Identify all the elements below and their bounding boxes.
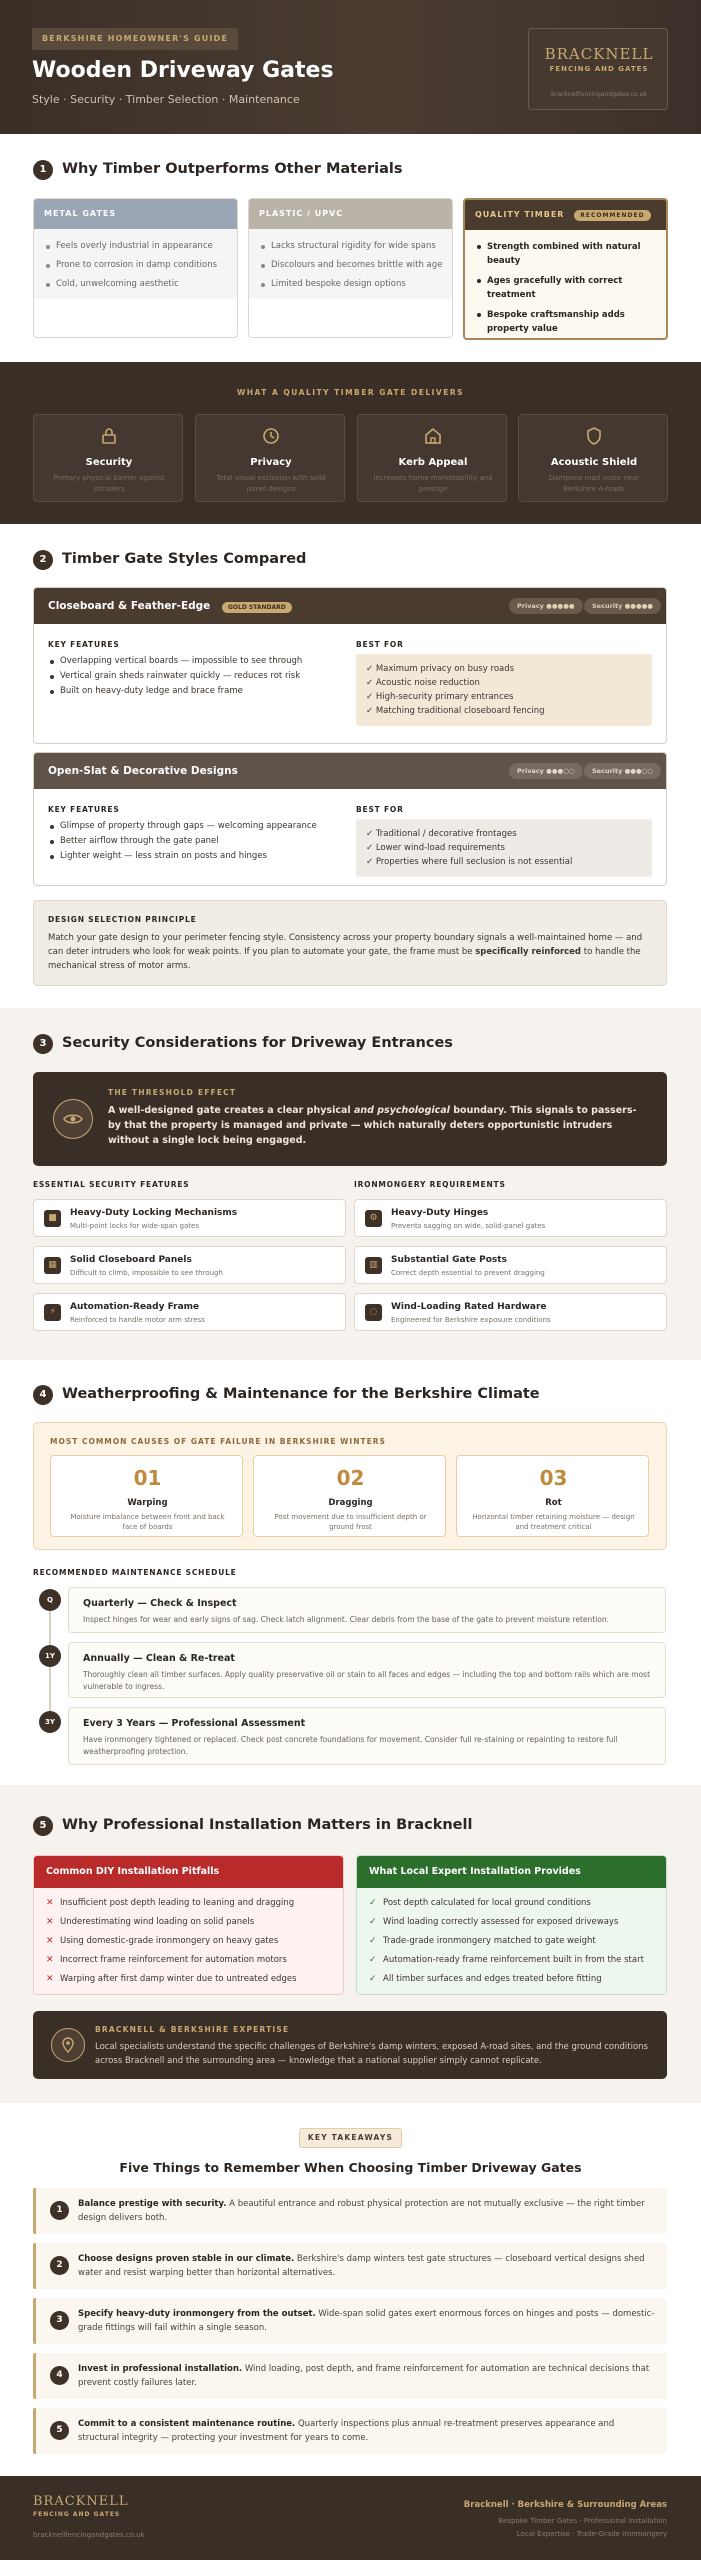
key-features-label: KEY FEATURES bbox=[48, 640, 120, 649]
schedule-dot: Q bbox=[39, 1589, 61, 1611]
footer-region: Bracknell · Berkshire & Surrounding Areas bbox=[463, 2500, 667, 2510]
list-item: Glimpse of property through gaps — welcoming appearance bbox=[48, 819, 348, 834]
ironmongery-desc: Engineered for Berkshire exposure conditions bbox=[391, 1316, 551, 1324]
takeaway-body: Berkshire's damp winters test gate structures — closeboard vertical designs shed water and resist warping better than horizontal alternatives. bbox=[78, 2254, 645, 2278]
principle-text-a: Match your gate design to your perimeter fencing style. Consistency across your property boundary signals a well-maintained home — and can deter intruders who look for weak points. If you plan to automate your gate, the frame must be bbox=[48, 933, 643, 957]
footer-logo-name[interactable]: BRACKNELL bbox=[33, 2494, 129, 2509]
cause-number: 03 bbox=[539, 1466, 568, 1490]
style-name: Open-Slat & Decorative Designs bbox=[48, 765, 238, 777]
logo-tag: FENCING AND GATES bbox=[549, 65, 649, 73]
check-icon: ✓ bbox=[369, 1955, 377, 1965]
check-icon: ✓ bbox=[369, 1974, 377, 1984]
takeaway-number: 5 bbox=[50, 2421, 69, 2440]
footer-url[interactable]: bracknellfencingandgates.co.uk bbox=[33, 2531, 145, 2539]
key-features-list bbox=[48, 819, 348, 864]
principle-text-b: specifically reinforced bbox=[475, 947, 582, 957]
takeaway-bold: Choose designs proven stable in our climate. bbox=[78, 2254, 295, 2264]
cause-title: Rot bbox=[545, 1498, 562, 1508]
takeaway-item bbox=[33, 2188, 667, 2234]
section-title: Timber Gate Styles Compared bbox=[62, 551, 307, 567]
cause-desc: Post movement due to insufficient depth or ground frost bbox=[274, 1513, 427, 1531]
principle-title: DESIGN SELECTION PRINCIPLE bbox=[48, 915, 197, 924]
pitfall-item bbox=[34, 1932, 343, 1951]
ironmongery-desc: Prevents sagging on wide, solid-panel gates bbox=[391, 1222, 546, 1230]
takeaway-text bbox=[78, 2417, 658, 2445]
security-feature-title: Heavy-Duty Locking Mechanisms bbox=[70, 1208, 238, 1218]
principle-text-c: to handle the mechanical stress of motor arms. bbox=[48, 947, 641, 971]
best-item: ✓ Acoustic noise reduction bbox=[366, 678, 480, 688]
eye-icon bbox=[53, 1099, 93, 1139]
pitfall-text: Warping after first damp winter due to untreated edges bbox=[60, 1974, 297, 1984]
logo-name: BRACKNELL bbox=[544, 45, 654, 63]
list-item: Cold, unwelcoming aesthetic bbox=[34, 275, 237, 294]
takeaways-title: Five Things to Remember When Choosing Timber Driveway Gates bbox=[119, 2160, 582, 2175]
expertise-box bbox=[33, 2011, 667, 2079]
takeaway-text bbox=[78, 2252, 658, 2280]
schedule-desc: Have ironmongery tightened or replaced. Check post concrete foundations for movement. Consider full re-staining or repainting to restore full weatherproofing protection. bbox=[83, 1735, 618, 1756]
list-item: Discolours and becomes brittle with age bbox=[249, 256, 452, 275]
band-title: WHAT A QUALITY TIMBER GATE DELIVERS bbox=[236, 388, 465, 397]
diy-pitfalls-card bbox=[33, 1855, 344, 1995]
check-icon: ✓ bbox=[369, 1898, 377, 1908]
threshold-text-c: boundary. This signals to passers-by that the property is managed and private — which naturally deters opportunistic intruders without a single lock being engaged. bbox=[108, 1105, 637, 1146]
card-head: METAL GATES bbox=[34, 199, 237, 229]
benefit-item bbox=[357, 1894, 666, 1913]
takeaway-text bbox=[78, 2307, 658, 2335]
best-item: ✓ High-security primary entrances bbox=[366, 692, 514, 702]
card-head: PLASTIC / UPVC bbox=[249, 199, 452, 229]
feature-title: Kerb Appeal bbox=[398, 457, 468, 468]
causes-title: MOST COMMON CAUSES OF GATE FAILURE IN BERKSHIRE WINTERS bbox=[50, 1437, 386, 1446]
style-card-open-slat bbox=[33, 752, 667, 886]
privacy-rating: Privacy ●●●●● bbox=[509, 598, 583, 614]
schedule-dot: 1Y bbox=[39, 1645, 61, 1667]
takeaway-item bbox=[33, 2353, 667, 2399]
benefit-text: Trade-grade ironmongery matched to gate weight bbox=[383, 1936, 596, 1946]
feature-desc: Increases home marketability and prestige bbox=[373, 474, 493, 493]
security-rating: Security ●●●○○ bbox=[584, 763, 661, 779]
cause-number: 02 bbox=[336, 1466, 365, 1490]
takeaway-body: Quarterly inspections plus annual re-treatment preserves appearance and structural integrity — protecting your investment for years to come. bbox=[78, 2419, 615, 2443]
ironmongery-title: Heavy-Duty Hinges bbox=[391, 1208, 489, 1218]
best-item: ✓ Lower wind-load requirements bbox=[366, 843, 505, 853]
schedule-card bbox=[68, 1707, 666, 1765]
feature-kerb-appeal bbox=[357, 414, 507, 502]
benefits-band bbox=[0, 362, 701, 524]
cross-icon: ✕ bbox=[46, 1917, 54, 1927]
section-number: 5 bbox=[33, 1816, 53, 1836]
takeaway-number: 4 bbox=[50, 2366, 69, 2385]
page-subtitle: Style · Security · Timber Selection · Maintenance bbox=[32, 93, 300, 106]
takeaway-text bbox=[78, 2197, 658, 2225]
post-icon: ▥ bbox=[365, 1257, 382, 1274]
footer-line-2: Local Expertise · Trade-Grade Ironmongery bbox=[516, 2530, 667, 2538]
cause-desc: Horizontal timber retaining moisture — design and treatment critical bbox=[472, 1513, 635, 1531]
section-title: Weatherproofing & Maintenance for the Berkshire Climate bbox=[62, 1386, 540, 1402]
wind-icon: ◌ bbox=[365, 1304, 382, 1321]
cross-icon: ✕ bbox=[46, 1955, 54, 1965]
takeaway-body: Wide-span solid gates exert enormous forces on hinges and posts — domestic-grade fittings will fail within a single season. bbox=[78, 2309, 655, 2333]
takeaway-bold: Specify heavy-duty ironmongery from the outset. bbox=[78, 2309, 316, 2319]
benefit-item bbox=[357, 1970, 666, 1989]
security-feature-title: Automation-Ready Frame bbox=[70, 1302, 200, 1312]
section-title: Why Professional Installation Matters in Bracknell bbox=[62, 1817, 473, 1833]
list-item: Lacks structural rigidity for wide spans bbox=[249, 237, 452, 256]
benefit-item bbox=[357, 1951, 666, 1970]
gold-standard-badge: GOLD STANDARD bbox=[222, 602, 292, 613]
pitfall-text: Incorrect frame reinforcement for automation motors bbox=[60, 1955, 287, 1965]
best-for-box bbox=[356, 654, 652, 726]
feature-desc: Dampens road noise near Berkshire A-roads bbox=[548, 474, 640, 493]
takeaway-text bbox=[78, 2362, 658, 2390]
ironmongery-item bbox=[354, 1246, 667, 1284]
page-title: Wooden Driveway Gates bbox=[32, 58, 334, 83]
expert-installation-card bbox=[356, 1855, 667, 1995]
pitfall-text: Underestimating wind loading on solid panels bbox=[60, 1917, 255, 1927]
takeaway-body: A beautiful entrance and robust physical protection are not mutually exclusive — the right timber design delivers both. bbox=[78, 2199, 645, 2223]
design-principle-box bbox=[33, 900, 667, 986]
ironmongery-item bbox=[354, 1293, 667, 1331]
clock-icon bbox=[196, 427, 346, 450]
benefit-text: Wind loading correctly assessed for exposed driveways bbox=[383, 1917, 619, 1927]
check-icon: ✓ bbox=[369, 1917, 377, 1927]
card-head-label: QUALITY TIMBER bbox=[475, 210, 565, 219]
threshold-title: THE THRESHOLD EFFECT bbox=[108, 1088, 237, 1097]
card-head bbox=[465, 200, 666, 230]
cause-card bbox=[253, 1455, 446, 1537]
feature-desc: Total visual exclusion with solid panel designs bbox=[216, 474, 326, 493]
pro-head: What Local Expert Installation Provides bbox=[357, 1856, 666, 1888]
cross-icon: ✕ bbox=[46, 1898, 54, 1908]
hinge-icon: ⚙ bbox=[365, 1210, 382, 1227]
footer bbox=[0, 2476, 701, 2560]
takeaway-number: 3 bbox=[50, 2311, 69, 2330]
ironmongery-title: Wind-Loading Rated Hardware bbox=[391, 1302, 547, 1312]
list-item: Prone to corrosion in damp conditions bbox=[34, 256, 237, 275]
best-item: ✓ Matching traditional closeboard fencing bbox=[366, 706, 545, 716]
section-title: Why Timber Outperforms Other Materials bbox=[62, 161, 403, 177]
pitfall-text: Using domestic-grade ironmongery on heavy gates bbox=[60, 1936, 279, 1946]
lock-icon: ■ bbox=[44, 1210, 61, 1227]
security-feature bbox=[33, 1246, 346, 1284]
cause-card bbox=[50, 1455, 243, 1537]
cause-desc: Moisture imbalance between front and back face of boards bbox=[70, 1513, 225, 1531]
list-item: Feels overly industrial in appearance bbox=[34, 237, 237, 256]
benefit-item bbox=[357, 1932, 666, 1951]
failure-causes-box bbox=[33, 1422, 667, 1550]
recommended-badge: RECOMMENDED bbox=[574, 210, 650, 221]
location-icon bbox=[51, 2028, 85, 2062]
list-item: Built on heavy-duty ledge and brace frame bbox=[48, 684, 348, 699]
cause-number: 01 bbox=[133, 1466, 162, 1490]
schedule-desc: Inspect hinges for wear and early signs of sag. Check latch alignment. Clear debris from the base of the gate to prevent moisture retention. bbox=[83, 1615, 610, 1624]
key-features-list bbox=[48, 654, 348, 699]
section-number: 2 bbox=[33, 550, 53, 570]
takeaway-bold: Balance prestige with security. bbox=[78, 2199, 227, 2209]
footer-line-1: Bespoke Timber Gates · Professional Installation bbox=[498, 2517, 667, 2525]
takeaway-item bbox=[33, 2243, 667, 2289]
best-for-label: BEST FOR bbox=[356, 640, 404, 649]
pitfall-item bbox=[34, 1913, 343, 1932]
cause-title: Warping bbox=[127, 1498, 168, 1508]
best-for-box bbox=[356, 819, 652, 877]
essential-security-label: ESSENTIAL SECURITY FEATURES bbox=[33, 1180, 190, 1189]
best-item: ✓ Traditional / decorative frontages bbox=[366, 829, 517, 839]
cause-card bbox=[456, 1455, 649, 1537]
best-item: ✓ Maximum privacy on busy roads bbox=[366, 664, 515, 674]
schedule-title: Quarterly — Check & Inspect bbox=[83, 1598, 237, 1609]
threshold-box bbox=[33, 1072, 667, 1166]
pitfall-text: Insufficient post depth leading to leaning and dragging bbox=[60, 1898, 295, 1908]
section-number: 1 bbox=[33, 160, 53, 180]
material-card-metal bbox=[33, 198, 238, 338]
takeaway-number: 1 bbox=[50, 2201, 69, 2220]
takeaway-body: Wind loading, post depth, and frame reinforcement for automation are technical decisions that prevent costly failures later. bbox=[78, 2364, 650, 2388]
privacy-rating: Privacy ●●●○○ bbox=[509, 763, 583, 779]
feature-desc: Primary physical barrier against intruders bbox=[53, 474, 165, 493]
benefit-text: Post depth calculated for local ground conditions bbox=[383, 1898, 591, 1908]
key-features-label: KEY FEATURES bbox=[48, 805, 120, 814]
pitfall-item bbox=[34, 1894, 343, 1913]
schedule-title: Annually — Clean & Re-treat bbox=[83, 1653, 235, 1664]
threshold-text-a: A well-designed gate creates a clear physical bbox=[108, 1105, 354, 1116]
takeaway-bold: Invest in professional installation. bbox=[78, 2364, 243, 2374]
frame-icon: ⚡ bbox=[44, 1304, 61, 1321]
expertise-title: BRACKNELL & BERKSHIRE EXPERTISE bbox=[95, 2025, 290, 2034]
material-card-plastic bbox=[248, 198, 453, 338]
takeaway-item bbox=[33, 2298, 667, 2344]
security-feature-desc: Reinforced to handle motor arm stress bbox=[70, 1316, 205, 1324]
material-card-timber bbox=[463, 198, 668, 340]
section-number: 4 bbox=[33, 1385, 53, 1405]
footer-logo-tag: FENCING AND GATES bbox=[33, 2511, 121, 2518]
feature-privacy bbox=[195, 414, 345, 502]
benefit-text: Automation-ready frame reinforcement built in from the start bbox=[383, 1955, 644, 1965]
schedule-dot: 3Y bbox=[39, 1711, 61, 1733]
list-item: Vertical grain sheds rainwater quickly — reduces rot risk bbox=[48, 669, 348, 684]
section-title: Security Considerations for Driveway Entrances bbox=[62, 1035, 453, 1051]
feature-security bbox=[33, 414, 183, 502]
ironmongery-desc: Correct depth essential to prevent dragging bbox=[391, 1269, 545, 1277]
cross-icon: ✕ bbox=[46, 1974, 54, 1984]
feature-title: Security bbox=[85, 457, 133, 468]
lock-icon bbox=[34, 427, 184, 450]
security-feature-title: Solid Closeboard Panels bbox=[70, 1255, 192, 1265]
ironmongery-label: IRONMONGERY REQUIREMENTS bbox=[354, 1180, 506, 1189]
schedule-card bbox=[68, 1587, 666, 1633]
threshold-text bbox=[108, 1103, 648, 1148]
takeaways-tag: KEY TAKEAWAYS bbox=[299, 2128, 402, 2148]
takeaway-bold: Commit to a consistent maintenance routine. bbox=[78, 2419, 296, 2429]
logo-url: bracknellfencingandgates.co.uk bbox=[551, 91, 647, 98]
home-icon bbox=[358, 427, 508, 450]
feature-title: Acoustic Shield bbox=[550, 457, 638, 468]
security-feature-desc: Multi-point locks for wide-span gates bbox=[70, 1222, 199, 1230]
list-item: Limited bespoke design options bbox=[249, 275, 452, 294]
schedule-desc: Thoroughly clean all timber surfaces. Apply quality preservative oil or stain to all faces and edges — including the top and bottom rails which are most vulnerable to ingress. bbox=[83, 1670, 651, 1691]
schedule-title: Every 3 Years — Professional Assessment bbox=[83, 1718, 306, 1729]
feature-title: Privacy bbox=[250, 457, 292, 468]
shield-icon bbox=[519, 427, 669, 450]
security-feature bbox=[33, 1293, 346, 1331]
section-number: 3 bbox=[33, 1034, 53, 1054]
ironmongery-item bbox=[354, 1199, 667, 1237]
cause-title: Dragging bbox=[328, 1498, 373, 1508]
panel-icon: ▦ bbox=[44, 1257, 61, 1274]
hero-header bbox=[0, 0, 701, 134]
threshold-text-b: and psychological bbox=[353, 1105, 450, 1116]
style-card-closeboard bbox=[33, 587, 667, 744]
principle-text bbox=[48, 931, 654, 973]
list-item: Lighter weight — less strain on posts and hinges bbox=[48, 849, 348, 864]
style-name: Closeboard & Feather-Edge bbox=[48, 600, 211, 612]
security-rating: Security ●●●●● bbox=[584, 598, 661, 614]
feature-acoustic bbox=[518, 414, 668, 502]
pitfall-item bbox=[34, 1951, 343, 1970]
security-feature-desc: Difficult to climb, impossible to see through bbox=[70, 1269, 223, 1277]
takeaway-item bbox=[33, 2408, 667, 2454]
hero-kicker: BERKSHIRE HOMEOWNER'S GUIDE bbox=[32, 28, 238, 50]
ironmongery-title: Substantial Gate Posts bbox=[391, 1255, 507, 1265]
list-item: Ages gracefully with correct treatment bbox=[465, 274, 666, 302]
benefit-item bbox=[357, 1913, 666, 1932]
check-icon: ✓ bbox=[369, 1936, 377, 1946]
list-item: Strength combined with natural beauty bbox=[465, 240, 666, 268]
list-item: Bespoke craftsmanship adds property value bbox=[465, 308, 666, 336]
best-item: ✓ Properties where full seclusion is not essential bbox=[366, 857, 573, 867]
pitfall-item bbox=[34, 1970, 343, 1989]
security-feature bbox=[33, 1199, 346, 1237]
expertise-text: Local specialists understand the specific challenges of Berkshire's damp winters, exposed A-road sites, and the ground conditions across Bracknell and the surrounding area — knowledge that a national supplier simply cannot replicate. bbox=[95, 2042, 648, 2066]
diy-head: Common DIY Installation Pitfalls bbox=[34, 1856, 343, 1888]
schedule-card bbox=[68, 1642, 666, 1698]
benefit-text: All timber surfaces and edges treated before fitting bbox=[383, 1974, 602, 1984]
list-item: Overlapping vertical boards — impossible to see through bbox=[48, 654, 348, 669]
list-item: Better airflow through the gate panel bbox=[48, 834, 348, 849]
best-for-label: BEST FOR bbox=[356, 805, 404, 814]
schedule-title: RECOMMENDED MAINTENANCE SCHEDULE bbox=[33, 1568, 237, 1577]
cross-icon: ✕ bbox=[46, 1936, 54, 1946]
logo[interactable] bbox=[528, 28, 668, 110]
takeaway-number: 2 bbox=[50, 2256, 69, 2275]
